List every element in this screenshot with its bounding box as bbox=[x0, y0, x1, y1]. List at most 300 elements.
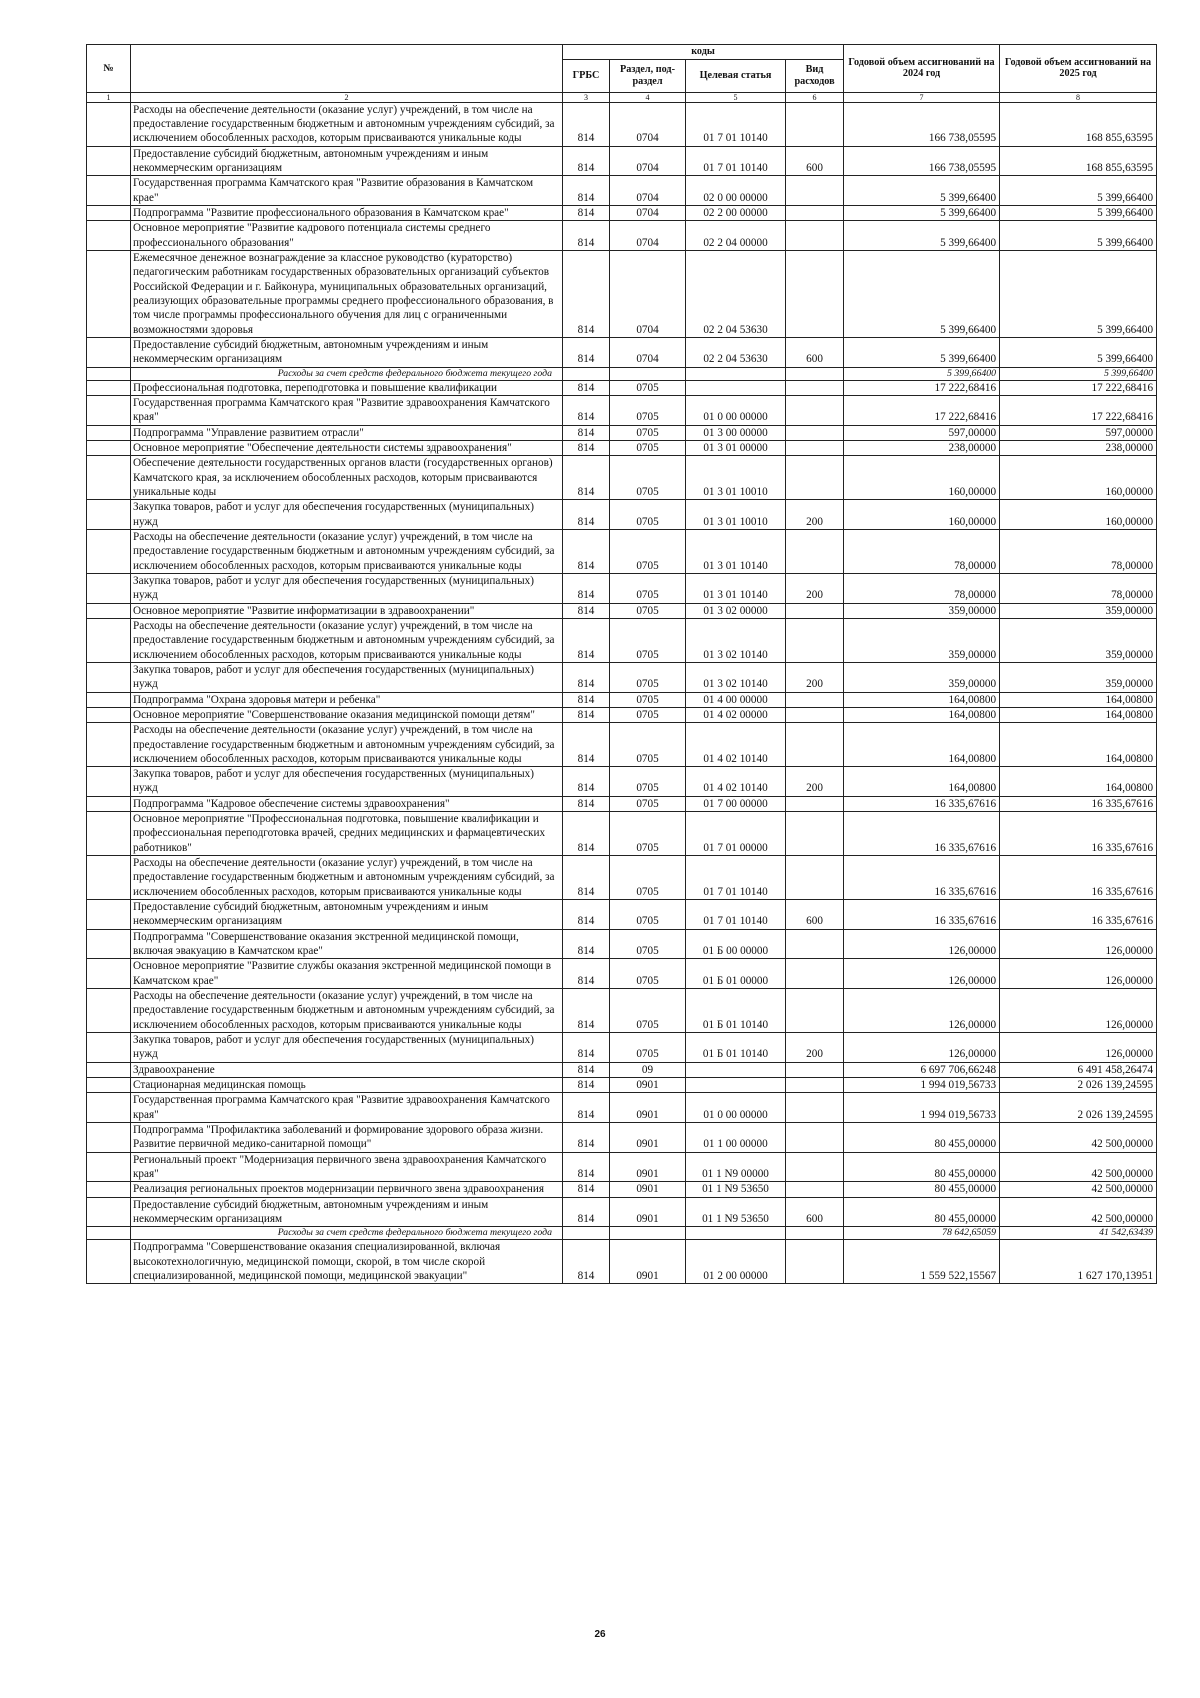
amount-2024-cell: 16 335,67616 bbox=[844, 856, 1000, 900]
col-grbs-header: ГРБС bbox=[563, 59, 610, 92]
amount-2024-cell: 166 738,05595 bbox=[844, 102, 1000, 146]
grbs-cell: 814 bbox=[563, 812, 610, 856]
target-article-cell: 01 3 02 10140 bbox=[686, 662, 786, 692]
table-row bbox=[87, 500, 1157, 530]
col-2025-header: Годовой объем ассигнований на 2025 год bbox=[1000, 45, 1157, 93]
col-number: 8 bbox=[1000, 92, 1157, 102]
row-number-cell bbox=[87, 1123, 131, 1153]
row-number-cell bbox=[87, 1093, 131, 1123]
target-article-cell: 02 2 00 00000 bbox=[686, 206, 786, 221]
expense-type-cell bbox=[786, 929, 844, 959]
row-number-cell bbox=[87, 425, 131, 440]
amount-2024-cell: 6 697 706,66248 bbox=[844, 1062, 1000, 1077]
table-row bbox=[87, 1227, 1157, 1240]
target-article-cell bbox=[686, 1062, 786, 1077]
row-name-cell: Расходы на обеспечение деятельности (оказание услуг) учреждений, в том числе на предоставление государственным бюджетным и автономным учреждениям субсидий, за исключением обособленных расходов, которым присваиваются уникальные коды bbox=[131, 723, 563, 767]
razdel-cell: 0705 bbox=[610, 618, 686, 662]
grbs-cell: 814 bbox=[563, 1123, 610, 1153]
row-name-cell: Подпрограмма "Кадровое обеспечение системы здравоохранения" bbox=[131, 796, 563, 811]
expense-type-cell bbox=[786, 796, 844, 811]
grbs-cell: 814 bbox=[563, 929, 610, 959]
amount-2024-cell: 80 455,00000 bbox=[844, 1197, 1000, 1227]
target-article-cell: 01 3 00 00000 bbox=[686, 425, 786, 440]
razdel-cell bbox=[610, 1227, 686, 1240]
razdel-cell: 0901 bbox=[610, 1078, 686, 1093]
expense-type-cell bbox=[786, 1182, 844, 1197]
target-article-cell: 01 1 N9 53650 bbox=[686, 1197, 786, 1227]
grbs-cell: 814 bbox=[563, 440, 610, 455]
razdel-cell: 0704 bbox=[610, 337, 686, 367]
table-row bbox=[87, 176, 1157, 206]
table-row bbox=[87, 206, 1157, 221]
razdel-cell: 0704 bbox=[610, 251, 686, 338]
table-row bbox=[87, 380, 1157, 395]
row-number-cell bbox=[87, 856, 131, 900]
row-number-cell bbox=[87, 1033, 131, 1063]
row-number-cell bbox=[87, 1197, 131, 1227]
amount-2024-cell: 126,00000 bbox=[844, 959, 1000, 989]
row-name-cell: Предоставление субсидий бюджетным, автономным учреждениям и иным некоммерческим организациям bbox=[131, 146, 563, 176]
expense-type-cell bbox=[786, 102, 844, 146]
razdel-cell: 0901 bbox=[610, 1240, 686, 1284]
target-article-cell: 02 2 04 00000 bbox=[686, 221, 786, 251]
row-number-cell bbox=[87, 662, 131, 692]
col-number: 3 bbox=[563, 92, 610, 102]
amount-2024-cell: 164,00800 bbox=[844, 767, 1000, 797]
expense-type-cell bbox=[786, 959, 844, 989]
row-number-cell bbox=[87, 337, 131, 367]
table-row bbox=[87, 425, 1157, 440]
grbs-cell: 814 bbox=[563, 1240, 610, 1284]
row-number-cell bbox=[87, 500, 131, 530]
expense-type-cell bbox=[786, 1078, 844, 1093]
target-article-cell: 01 2 00 00000 bbox=[686, 1240, 786, 1284]
razdel-cell: 0705 bbox=[610, 573, 686, 603]
table-row bbox=[87, 856, 1157, 900]
razdel-cell: 0705 bbox=[610, 812, 686, 856]
table-row bbox=[87, 529, 1157, 573]
amount-2024-cell: 80 455,00000 bbox=[844, 1182, 1000, 1197]
amount-2025-cell: 16 335,67616 bbox=[1000, 856, 1157, 900]
row-name-cell: Основное мероприятие "Обеспечение деятельности системы здравоохранения" bbox=[131, 440, 563, 455]
table-row bbox=[87, 812, 1157, 856]
razdel-cell: 0704 bbox=[610, 176, 686, 206]
column-number-row bbox=[87, 92, 1157, 102]
row-name-cell: Государственная программа Камчатского края "Развитие образования в Камчатском крае" bbox=[131, 176, 563, 206]
razdel-cell: 0705 bbox=[610, 529, 686, 573]
target-article-cell: 01 0 00 00000 bbox=[686, 395, 786, 425]
target-article-cell: 01 3 02 00000 bbox=[686, 603, 786, 618]
amount-2024-cell: 80 455,00000 bbox=[844, 1123, 1000, 1153]
razdel-cell: 09 bbox=[610, 1062, 686, 1077]
target-article-cell bbox=[686, 1227, 786, 1240]
col-number: 4 bbox=[610, 92, 686, 102]
amount-2025-cell: 164,00800 bbox=[1000, 723, 1157, 767]
amount-2024-cell: 5 399,66400 bbox=[844, 367, 1000, 380]
expense-type-cell: 600 bbox=[786, 1197, 844, 1227]
amount-2024-cell: 164,00800 bbox=[844, 707, 1000, 722]
razdel-cell: 0705 bbox=[610, 929, 686, 959]
grbs-cell: 814 bbox=[563, 707, 610, 722]
amount-2024-cell: 126,00000 bbox=[844, 1033, 1000, 1063]
row-name-cell: Профессиональная подготовка, переподготовка и повышение квалификации bbox=[131, 380, 563, 395]
razdel-cell: 0705 bbox=[610, 900, 686, 930]
table-row bbox=[87, 456, 1157, 500]
grbs-cell: 814 bbox=[563, 900, 610, 930]
expense-type-cell bbox=[786, 989, 844, 1033]
row-name-cell: Обеспечение деятельности государственных органов власти (государственных органов) Камчатского края, за исключением обособленных расходов, которым присваиваются уникальные коды bbox=[131, 456, 563, 500]
amount-2025-cell: 126,00000 bbox=[1000, 989, 1157, 1033]
grbs-cell: 814 bbox=[563, 206, 610, 221]
row-name-cell: Основное мероприятие "Развитие службы оказания экстренной медицинской помощи в Камчатском крае" bbox=[131, 959, 563, 989]
table-row bbox=[87, 603, 1157, 618]
row-number-cell bbox=[87, 206, 131, 221]
amount-2025-cell: 17 222,68416 bbox=[1000, 380, 1157, 395]
target-article-cell bbox=[686, 380, 786, 395]
row-name-cell: Подпрограмма "Совершенствование оказания специализированной, включая высокотехнологичную, медицинской помощи, скорой, в том числе скорой специализированной, медицинской помощи, медицинской эвакуации" bbox=[131, 1240, 563, 1284]
grbs-cell: 814 bbox=[563, 1093, 610, 1123]
target-article-cell: 01 4 02 10140 bbox=[686, 767, 786, 797]
table-row bbox=[87, 959, 1157, 989]
col-no-header: № bbox=[87, 45, 131, 93]
grbs-cell: 814 bbox=[563, 425, 610, 440]
row-name-cell: Предоставление субсидий бюджетным, автономным учреждениям и иным некоммерческим организациям bbox=[131, 1197, 563, 1227]
razdel-cell: 0901 bbox=[610, 1093, 686, 1123]
expense-type-cell bbox=[786, 206, 844, 221]
row-name-cell: Государственная программа Камчатского края "Развитие здравоохранения Камчатского края" bbox=[131, 395, 563, 425]
row-name-cell: Подпрограмма "Профилактика заболеваний и формирование здорового образа жизни. Развитие первичной медико-санитарной помощи" bbox=[131, 1123, 563, 1153]
amount-2025-cell: 78,00000 bbox=[1000, 573, 1157, 603]
row-number-cell bbox=[87, 1227, 131, 1240]
grbs-cell: 814 bbox=[563, 1078, 610, 1093]
amount-2024-cell: 16 335,67616 bbox=[844, 812, 1000, 856]
razdel-cell: 0901 bbox=[610, 1197, 686, 1227]
amount-2025-cell: 164,00800 bbox=[1000, 707, 1157, 722]
row-number-cell bbox=[87, 929, 131, 959]
amount-2024-cell: 597,00000 bbox=[844, 425, 1000, 440]
row-name-cell: Подпрограмма "Развитие профессионального образования в Камчатском крае" bbox=[131, 206, 563, 221]
target-article-cell: 01 1 00 00000 bbox=[686, 1123, 786, 1153]
amount-2024-cell: 1 994 019,56733 bbox=[844, 1078, 1000, 1093]
table-row bbox=[87, 707, 1157, 722]
amount-2025-cell: 126,00000 bbox=[1000, 929, 1157, 959]
grbs-cell: 814 bbox=[563, 337, 610, 367]
row-number-cell bbox=[87, 812, 131, 856]
amount-2024-cell: 78,00000 bbox=[844, 529, 1000, 573]
table-row bbox=[87, 618, 1157, 662]
grbs-cell: 814 bbox=[563, 380, 610, 395]
amount-2025-cell: 16 335,67616 bbox=[1000, 812, 1157, 856]
amount-2024-cell: 164,00800 bbox=[844, 723, 1000, 767]
expense-type-cell bbox=[786, 856, 844, 900]
razdel-cell: 0705 bbox=[610, 796, 686, 811]
amount-2024-cell: 238,00000 bbox=[844, 440, 1000, 455]
razdel-cell: 0705 bbox=[610, 662, 686, 692]
amount-2024-cell: 78 642,65059 bbox=[844, 1227, 1000, 1240]
razdel-cell: 0704 bbox=[610, 102, 686, 146]
amount-2025-cell: 5 399,66400 bbox=[1000, 367, 1157, 380]
expense-type-cell bbox=[786, 380, 844, 395]
amount-2025-cell: 2 026 139,24595 bbox=[1000, 1078, 1157, 1093]
razdel-cell: 0705 bbox=[610, 456, 686, 500]
amount-2025-cell: 6 491 458,26474 bbox=[1000, 1062, 1157, 1077]
razdel-cell: 0705 bbox=[610, 1033, 686, 1063]
col-2024-header: Годовой объем ассигнований на 2024 год bbox=[844, 45, 1000, 93]
row-name-cell: Основное мероприятие "Профессиональная подготовка, повышение квалификации и профессиональная переподготовка врачей, средних медицинских и фармацевтических работников" bbox=[131, 812, 563, 856]
razdel-cell bbox=[610, 367, 686, 380]
amount-2024-cell: 160,00000 bbox=[844, 456, 1000, 500]
row-name-cell: Расходы на обеспечение деятельности (оказание услуг) учреждений, в том числе на предоставление государственным бюджетным и автономным учреждениям субсидий, за исключением обособленных расходов, которым присваиваются уникальные коды bbox=[131, 529, 563, 573]
target-article-cell: 01 7 01 10140 bbox=[686, 856, 786, 900]
row-number-cell bbox=[87, 456, 131, 500]
expense-type-cell: 200 bbox=[786, 662, 844, 692]
table-row bbox=[87, 723, 1157, 767]
grbs-cell: 814 bbox=[563, 221, 610, 251]
grbs-cell bbox=[563, 1227, 610, 1240]
razdel-cell: 0901 bbox=[610, 1123, 686, 1153]
grbs-cell: 814 bbox=[563, 959, 610, 989]
expense-type-cell bbox=[786, 1227, 844, 1240]
amount-2025-cell: 160,00000 bbox=[1000, 500, 1157, 530]
amount-2025-cell: 5 399,66400 bbox=[1000, 221, 1157, 251]
row-number-cell bbox=[87, 1240, 131, 1284]
row-number-cell bbox=[87, 1182, 131, 1197]
row-name-cell: Подпрограмма "Охрана здоровья матери и ребенка" bbox=[131, 692, 563, 707]
razdel-cell: 0901 bbox=[610, 1182, 686, 1197]
expense-type-cell bbox=[786, 1093, 844, 1123]
target-article-cell: 01 3 01 10140 bbox=[686, 573, 786, 603]
target-article-cell: 01 7 01 00000 bbox=[686, 812, 786, 856]
row-number-cell bbox=[87, 102, 131, 146]
expense-type-cell: 200 bbox=[786, 1033, 844, 1063]
amount-2025-cell: 168 855,63595 bbox=[1000, 102, 1157, 146]
table-body bbox=[87, 102, 1157, 1284]
table-row bbox=[87, 1093, 1157, 1123]
table-row bbox=[87, 221, 1157, 251]
target-article-cell: 01 4 02 10140 bbox=[686, 723, 786, 767]
grbs-cell: 814 bbox=[563, 723, 610, 767]
amount-2025-cell: 160,00000 bbox=[1000, 456, 1157, 500]
amount-2024-cell: 359,00000 bbox=[844, 603, 1000, 618]
row-name-cell: Закупка товаров, работ и услуг для обеспечения государственных (муниципальных) нужд bbox=[131, 500, 563, 530]
amount-2025-cell: 359,00000 bbox=[1000, 603, 1157, 618]
grbs-cell: 814 bbox=[563, 1033, 610, 1063]
target-article-cell bbox=[686, 367, 786, 380]
row-number-cell bbox=[87, 1152, 131, 1182]
expense-type-cell bbox=[786, 529, 844, 573]
razdel-cell: 0705 bbox=[610, 425, 686, 440]
table-row bbox=[87, 692, 1157, 707]
row-number-cell bbox=[87, 767, 131, 797]
table-row bbox=[87, 573, 1157, 603]
expense-type-cell bbox=[786, 618, 844, 662]
target-article-cell: 01 4 02 00000 bbox=[686, 707, 786, 722]
table-row bbox=[87, 929, 1157, 959]
budget-table bbox=[86, 44, 1157, 1284]
row-name-cell: Расходы на обеспечение деятельности (оказание услуг) учреждений, в том числе на предоставление государственным бюджетным и автономным учреждениям субсидий, за исключением обособленных расходов, которым присваиваются уникальные коды bbox=[131, 102, 563, 146]
table-row bbox=[87, 662, 1157, 692]
target-article-cell: 01 3 01 10010 bbox=[686, 456, 786, 500]
expense-type-cell bbox=[786, 221, 844, 251]
target-article-cell: 01 7 01 10140 bbox=[686, 102, 786, 146]
expense-type-cell bbox=[786, 603, 844, 618]
amount-2024-cell: 160,00000 bbox=[844, 500, 1000, 530]
target-article-cell: 01 1 N9 00000 bbox=[686, 1152, 786, 1182]
row-name-cell: Ежемесячное денежное вознаграждение за классное руководство (кураторство) педагогическим работникам государственных образовательных организаций субъектов Российской Федерации и г. Байконура, муниципальных образовательных организаций, реализующих образовательные программы среднего профессионального образования, в том числе программы профессионального обучения для лиц с ограниченными возможностями здоровья bbox=[131, 251, 563, 338]
target-article-cell bbox=[686, 1078, 786, 1093]
amount-2025-cell: 1 627 170,13951 bbox=[1000, 1240, 1157, 1284]
row-name-cell: Реализация региональных проектов модернизации первичного звена здравоохранения bbox=[131, 1182, 563, 1197]
table-row bbox=[87, 146, 1157, 176]
page-number: 26 bbox=[594, 1629, 606, 1640]
table-row bbox=[87, 251, 1157, 338]
expense-type-cell bbox=[786, 440, 844, 455]
row-number-cell bbox=[87, 618, 131, 662]
grbs-cell: 814 bbox=[563, 662, 610, 692]
grbs-cell: 814 bbox=[563, 796, 610, 811]
target-article-cell: 01 Б 00 00000 bbox=[686, 929, 786, 959]
expense-type-cell: 200 bbox=[786, 500, 844, 530]
row-number-cell bbox=[87, 395, 131, 425]
target-article-cell: 01 7 00 00000 bbox=[686, 796, 786, 811]
grbs-cell: 814 bbox=[563, 456, 610, 500]
amount-2024-cell: 5 399,66400 bbox=[844, 337, 1000, 367]
row-name-cell: Основное мероприятие "Совершенствование оказания медицинской помощи детям" bbox=[131, 707, 563, 722]
grbs-cell: 814 bbox=[563, 692, 610, 707]
col-cs-header: Целевая статья bbox=[686, 59, 786, 92]
row-name-cell: Стационарная медицинская помощь bbox=[131, 1078, 563, 1093]
razdel-cell: 0704 bbox=[610, 221, 686, 251]
target-article-cell: 01 4 00 00000 bbox=[686, 692, 786, 707]
amount-2024-cell: 359,00000 bbox=[844, 662, 1000, 692]
row-name-cell: Расходы на обеспечение деятельности (оказание услуг) учреждений, в том числе на предоставление государственным бюджетным и автономным учреждениям субсидий, за исключением обособленных расходов, которым присваиваются уникальные коды bbox=[131, 856, 563, 900]
amount-2024-cell: 5 399,66400 bbox=[844, 206, 1000, 221]
amount-2024-cell: 359,00000 bbox=[844, 618, 1000, 662]
grbs-cell: 814 bbox=[563, 102, 610, 146]
table-row bbox=[87, 900, 1157, 930]
expense-type-cell bbox=[786, 251, 844, 338]
amount-2024-cell: 5 399,66400 bbox=[844, 176, 1000, 206]
target-article-cell: 01 1 N9 53650 bbox=[686, 1182, 786, 1197]
expense-type-cell bbox=[786, 395, 844, 425]
target-article-cell: 02 2 04 53630 bbox=[686, 337, 786, 367]
razdel-cell: 0705 bbox=[610, 603, 686, 618]
razdel-cell: 0705 bbox=[610, 989, 686, 1033]
row-name-cell: Расходы на обеспечение деятельности (оказание услуг) учреждений, в том числе на предоставление государственным бюджетным и автономным учреждениям субсидий, за исключением обособленных расходов, которым присваиваются уникальные коды bbox=[131, 989, 563, 1033]
row-number-cell bbox=[87, 146, 131, 176]
grbs-cell: 814 bbox=[563, 395, 610, 425]
amount-2025-cell: 597,00000 bbox=[1000, 425, 1157, 440]
target-article-cell: 01 3 01 10140 bbox=[686, 529, 786, 573]
grbs-cell: 814 bbox=[563, 767, 610, 797]
expense-type-cell: 200 bbox=[786, 573, 844, 603]
col-number: 6 bbox=[786, 92, 844, 102]
amount-2024-cell: 1 994 019,56733 bbox=[844, 1093, 1000, 1123]
expense-type-cell: 200 bbox=[786, 767, 844, 797]
table-row bbox=[87, 1240, 1157, 1284]
row-name-cell: Расходы на обеспечение деятельности (оказание услуг) учреждений, в том числе на предоставление государственным бюджетным и автономным учреждениям субсидий, за исключением обособленных расходов, которым присваиваются уникальные коды bbox=[131, 618, 563, 662]
razdel-cell: 0705 bbox=[610, 692, 686, 707]
row-name-cell: Региональный проект "Модернизация первичного звена здравоохранения Камчатского края" bbox=[131, 1152, 563, 1182]
table-row bbox=[87, 1197, 1157, 1227]
row-name-cell: Основное мероприятие "Развитие информатизации в здравоохранении" bbox=[131, 603, 563, 618]
amount-2024-cell: 126,00000 bbox=[844, 989, 1000, 1033]
grbs-cell: 814 bbox=[563, 251, 610, 338]
row-number-cell bbox=[87, 900, 131, 930]
row-name-cell: Предоставление субсидий бюджетным, автономным учреждениям и иным некоммерческим организациям bbox=[131, 337, 563, 367]
amount-2025-cell: 42 500,00000 bbox=[1000, 1197, 1157, 1227]
table-row bbox=[87, 367, 1157, 380]
row-number-cell bbox=[87, 959, 131, 989]
row-number-cell bbox=[87, 1078, 131, 1093]
amount-2024-cell: 17 222,68416 bbox=[844, 380, 1000, 395]
amount-2025-cell: 5 399,66400 bbox=[1000, 337, 1157, 367]
razdel-cell: 0705 bbox=[610, 707, 686, 722]
table-row bbox=[87, 1123, 1157, 1153]
razdel-cell: 0705 bbox=[610, 380, 686, 395]
row-number-cell bbox=[87, 367, 131, 380]
amount-2024-cell: 126,00000 bbox=[844, 929, 1000, 959]
row-name-cell: Здравоохранение bbox=[131, 1062, 563, 1077]
amount-2025-cell: 42 500,00000 bbox=[1000, 1152, 1157, 1182]
row-number-cell bbox=[87, 692, 131, 707]
row-number-cell bbox=[87, 603, 131, 618]
row-name-cell: Закупка товаров, работ и услуг для обеспечения государственных (муниципальных) нужд bbox=[131, 662, 563, 692]
col-number: 7 bbox=[844, 92, 1000, 102]
table-row bbox=[87, 1078, 1157, 1093]
amount-2024-cell: 78,00000 bbox=[844, 573, 1000, 603]
table-row bbox=[87, 337, 1157, 367]
expense-type-cell bbox=[786, 812, 844, 856]
amount-2025-cell: 126,00000 bbox=[1000, 959, 1157, 989]
razdel-cell: 0704 bbox=[610, 206, 686, 221]
amount-2025-cell: 238,00000 bbox=[1000, 440, 1157, 455]
header-row-1 bbox=[87, 45, 1157, 60]
amount-2024-cell: 16 335,67616 bbox=[844, 900, 1000, 930]
col-name-header bbox=[131, 45, 563, 93]
expense-type-cell bbox=[786, 1062, 844, 1077]
amount-2024-cell: 166 738,05595 bbox=[844, 146, 1000, 176]
row-number-cell bbox=[87, 573, 131, 603]
target-article-cell: 01 7 01 10140 bbox=[686, 900, 786, 930]
expense-type-cell bbox=[786, 425, 844, 440]
codes-header: коды bbox=[563, 45, 844, 60]
table-row bbox=[87, 767, 1157, 797]
amount-2025-cell: 41 542,63439 bbox=[1000, 1227, 1157, 1240]
razdel-cell: 0705 bbox=[610, 395, 686, 425]
row-number-cell bbox=[87, 723, 131, 767]
amount-2025-cell: 2 026 139,24595 bbox=[1000, 1093, 1157, 1123]
expense-type-cell: 600 bbox=[786, 146, 844, 176]
table-row bbox=[87, 796, 1157, 811]
col-vr-header: Вид расходов bbox=[786, 59, 844, 92]
row-number-cell bbox=[87, 529, 131, 573]
expense-type-cell bbox=[786, 367, 844, 380]
grbs-cell: 814 bbox=[563, 618, 610, 662]
razdel-cell: 0705 bbox=[610, 440, 686, 455]
row-number-cell bbox=[87, 1062, 131, 1077]
amount-2025-cell: 78,00000 bbox=[1000, 529, 1157, 573]
target-article-cell: 01 Б 01 00000 bbox=[686, 959, 786, 989]
table-row bbox=[87, 102, 1157, 146]
amount-2025-cell: 168 855,63595 bbox=[1000, 146, 1157, 176]
target-article-cell: 01 3 01 00000 bbox=[686, 440, 786, 455]
target-article-cell: 01 7 01 10140 bbox=[686, 146, 786, 176]
grbs-cell: 814 bbox=[563, 989, 610, 1033]
expense-type-cell: 600 bbox=[786, 337, 844, 367]
expense-type-cell bbox=[786, 456, 844, 500]
table-row bbox=[87, 395, 1157, 425]
